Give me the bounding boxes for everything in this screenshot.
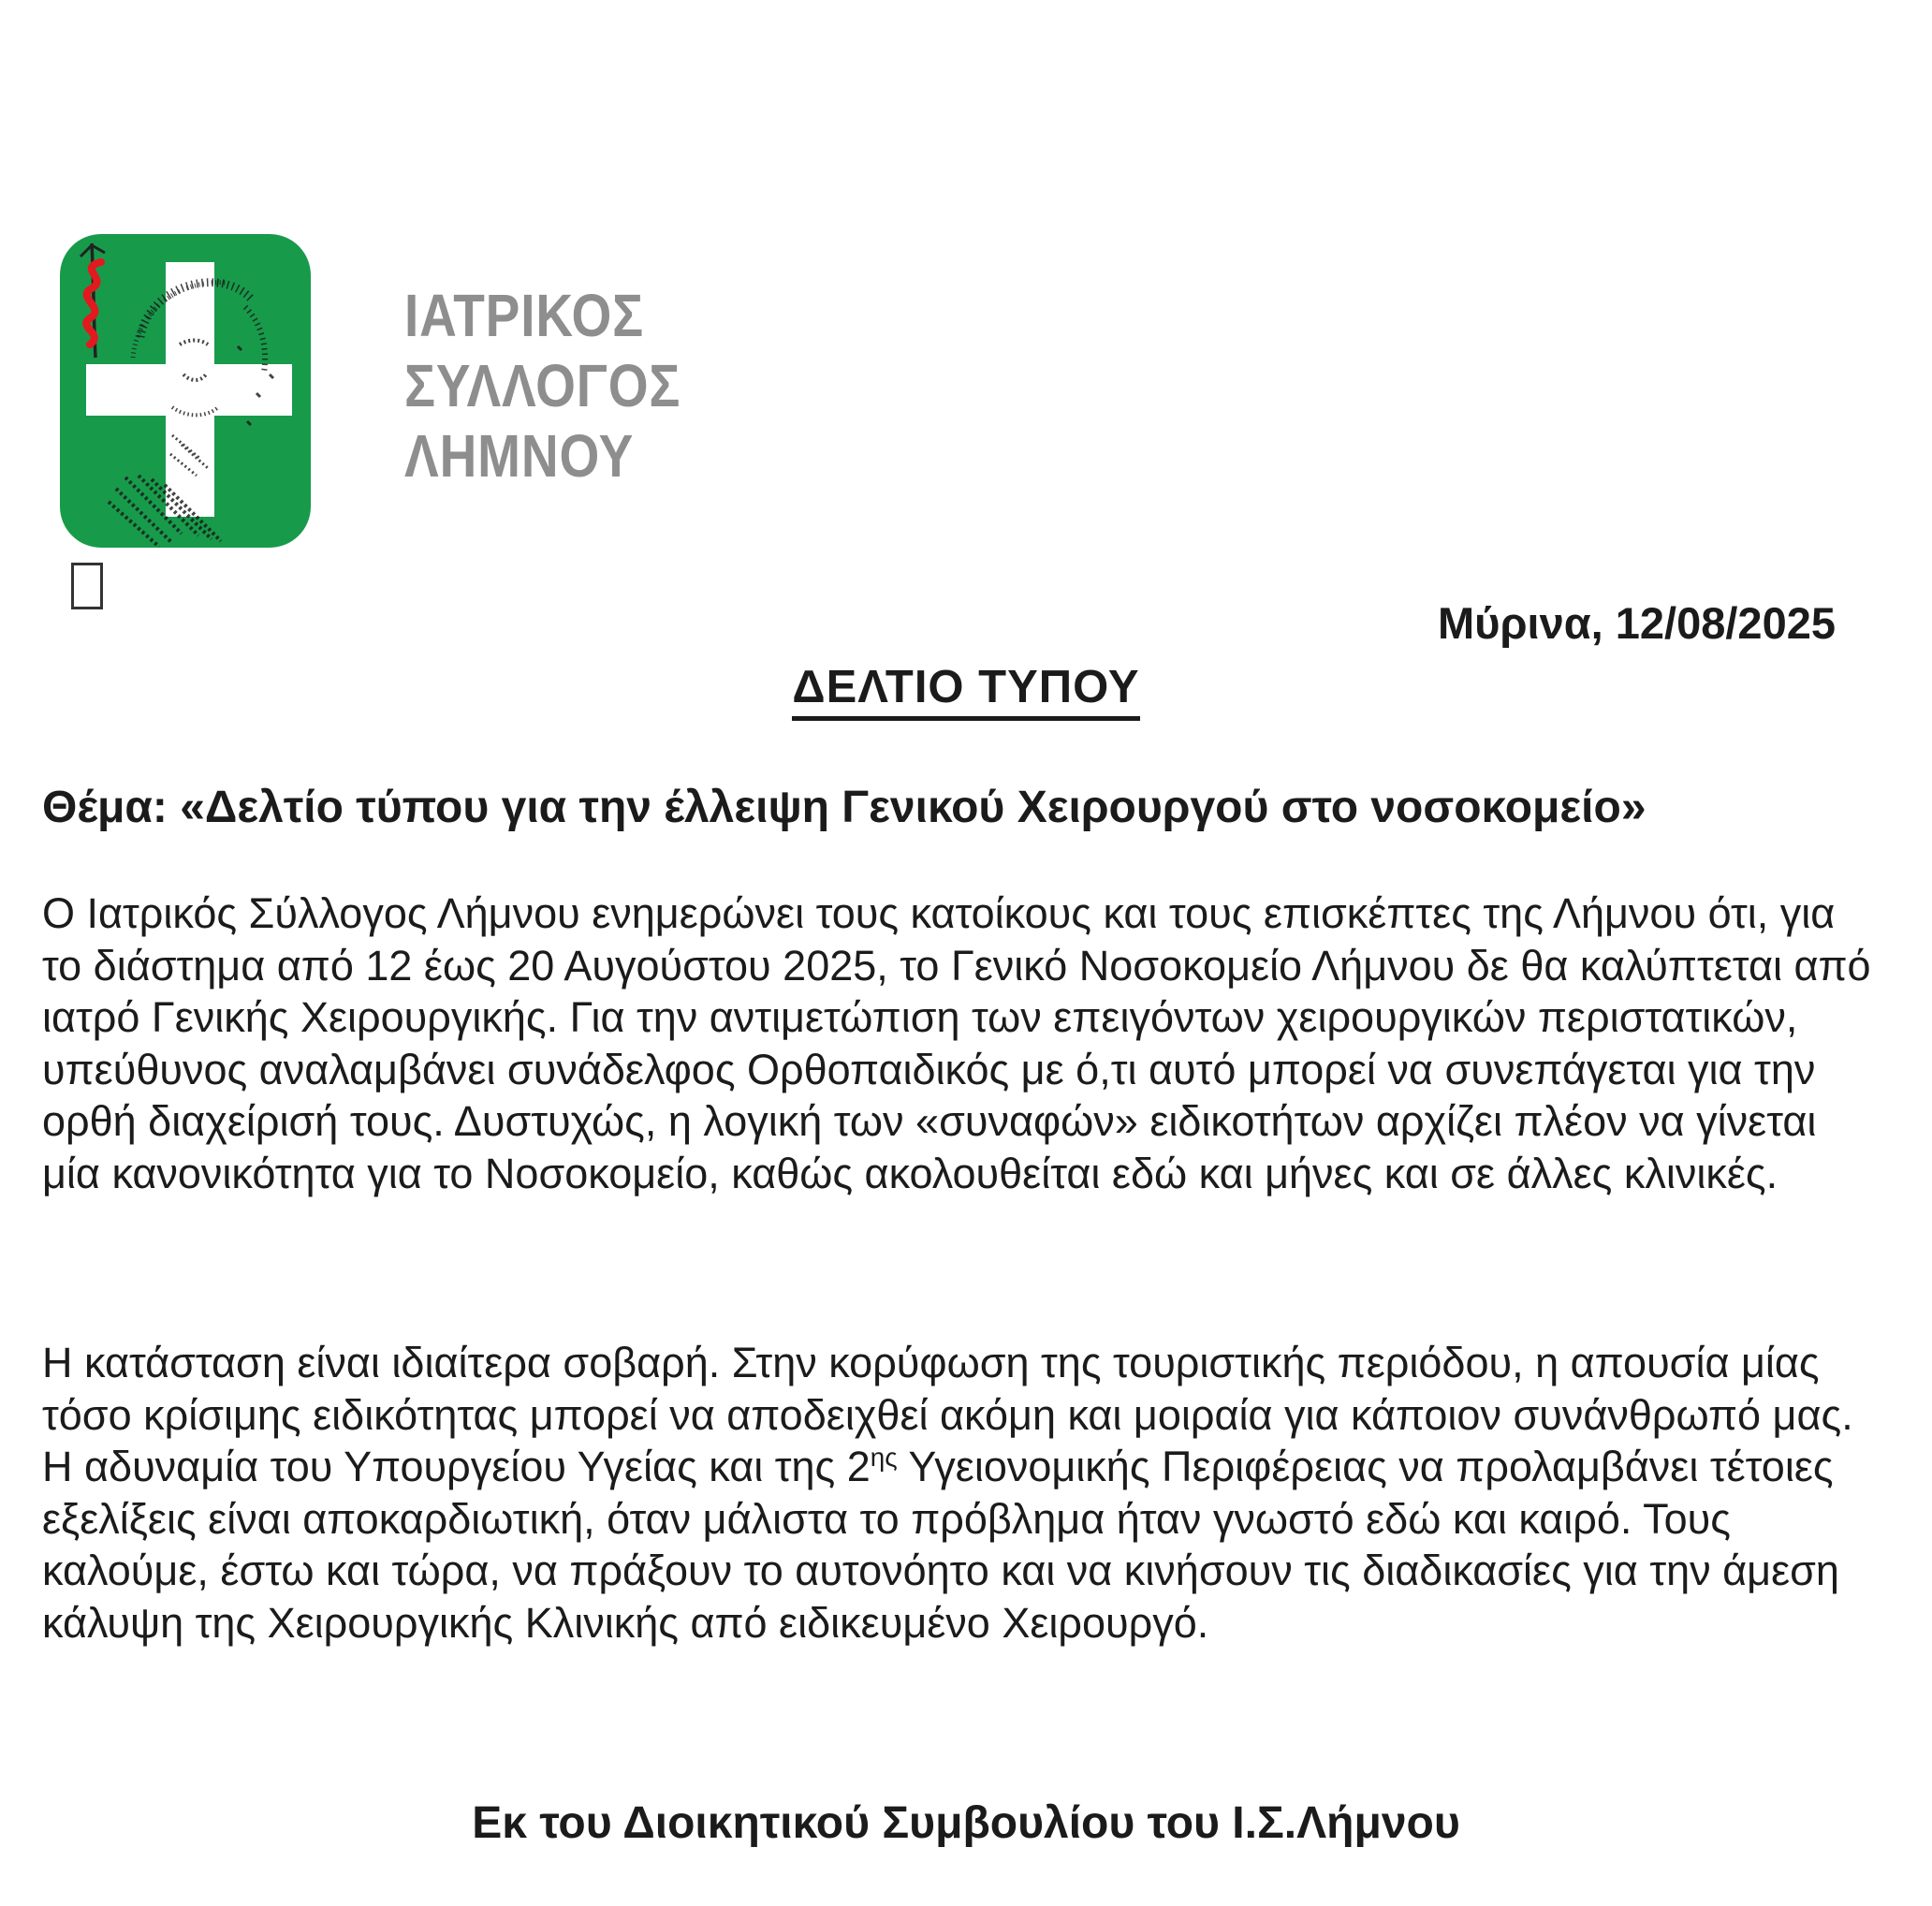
subject-line: Θέμα: «Δελτίο τύπου για την έλλειψη Γενικού Χειρουργού στο νοσοκομείο» bbox=[42, 783, 1647, 832]
place-and-date: Μύρινα, 12/08/2025 bbox=[1437, 598, 1836, 648]
paragraph2-text-after-sup: Υγειονομικής Περιφέρειας να προλαμβάνει τέτοιες εξελίξεις είναι αποκαρδιωτική, όταν μάλιστα το πρόβλημα ήταν γνωστό εδώ και καιρό. Τους καλούμε, έστω και τώρα, να πράξουν το αυτονόητο και να κινήσουν τις διαδικασίες για την άμεση κάλυψη της Χειρουργικής Κλινικής από ειδικευμένο Χειρουργό. bbox=[42, 1443, 1839, 1647]
body-paragraph-2 bbox=[42, 1337, 1881, 1649]
document-title bbox=[0, 661, 1932, 721]
organisation-name bbox=[404, 281, 681, 491]
closing-signature: Εκ του Διοικητικού Συμβουλίου του Ι.Σ.Λήμνου bbox=[472, 1798, 1460, 1848]
logo-graphic bbox=[60, 234, 311, 548]
paragraph2-text-before-sup: Η κατάσταση είναι ιδιαίτερα σοβαρή. Στην κορύφωση της τουριστικής περιόδου, η απουσία μίας τόσο κρίσιμης ειδικότητας μπορεί να αποδειχθεί ακόμη και μοιραία για κάποιον συνάνθρωπό μας. Η αδυναμία του Υπουργείου Υγείας και της 2 bbox=[42, 1339, 1853, 1490]
medical-association-logo bbox=[60, 234, 311, 548]
ordinal-superscript: ης bbox=[870, 1443, 898, 1472]
body-paragraph-1: Ο Ιατρικός Σύλλογος Λήμνου ενημερώνει τους κατοίκους και τους επισκέπτες της Λήμνου ότι, για το διάστημα από 12 έως 20 Αυγούστου 2025, το Γενικό Νοσοκομείο Λήμνου δε θα καλύπτεται από ιατρό Γενικής Χειρουργικής. Για την αντιμετώπιση των επειγόντων χειρουργικών περιστατικών, υπεύθυνος αναλαμβάνει συνάδελφος Ορθοπαιδικός με ό,τι αυτό μπορεί να συνεπάγεται για την ορθή διαχείρισή τους. Δυστυχώς, η λογική των «συναφών» ειδικοτήτων αρχίζει πλέον να γίνεται μία κανονικότητα για το Νοσοκομείο, καθώς ακολουθείται εδώ και μήνες και σε άλλες κλινικές. bbox=[42, 889, 1871, 1197]
document-title-text: ΔΕΛΤΙΟ ΤΥΠΟΥ bbox=[792, 661, 1139, 721]
org-name-line3: ΛΗΜΝΟΥ bbox=[404, 422, 635, 490]
org-name-line1: ΙΑΤΡΙΚΟΣ bbox=[404, 282, 645, 349]
org-name-line2: ΣΥΛΛΟΓΟΣ bbox=[404, 352, 681, 419]
